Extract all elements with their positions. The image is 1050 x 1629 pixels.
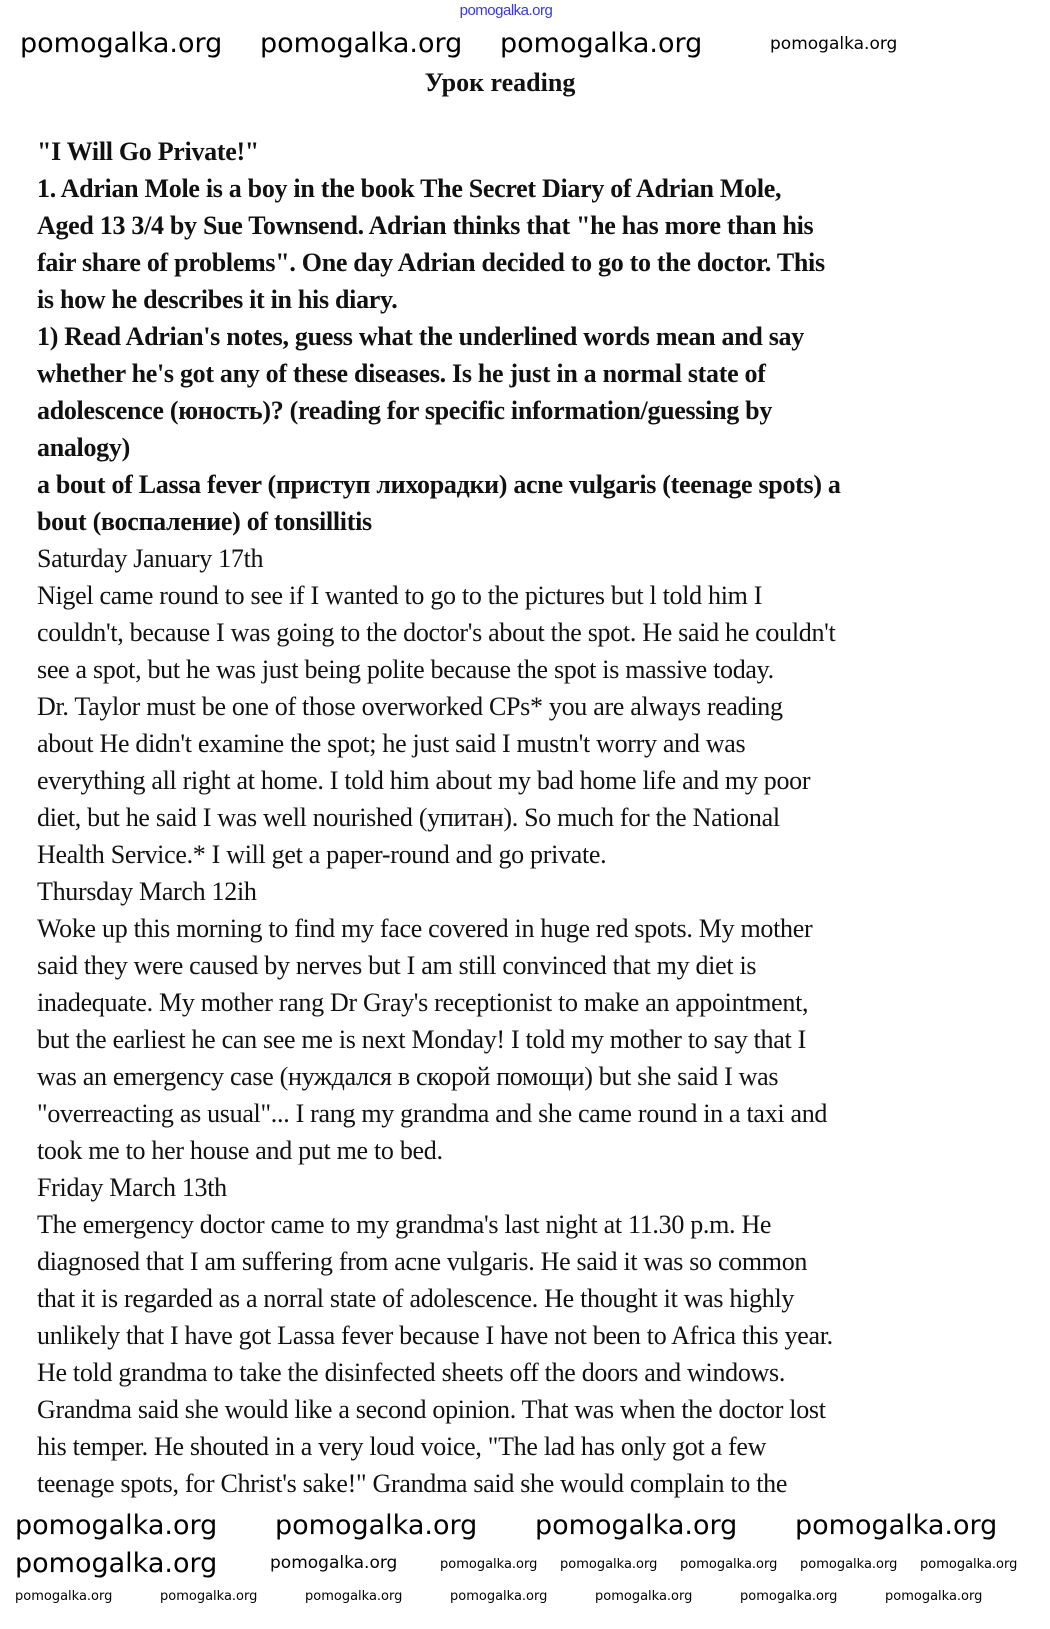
text-line: analogy) (37, 433, 130, 462)
text-line: about He didn't examine the spot; he just said I mustn't worry and was (37, 729, 746, 758)
watermark: pomogalka.org (275, 1510, 478, 1541)
text-line: inadequate. My mother rang Dr Gray's receptionist to make an appointment, (37, 988, 809, 1017)
text-line: "overreacting as usual"... I rang my grandma and she came round in a taxi and (37, 1099, 828, 1128)
text-line: his temper. He shouted in a very loud voice, "The lad has only got a few (37, 1432, 767, 1461)
watermark: pomogalka.org (795, 1510, 998, 1541)
watermark: pomogalka.org (740, 1589, 838, 1604)
text-line: 1) Read Adrian's notes, guess what the underlined words mean and say (37, 322, 804, 351)
text-line: The emergency doctor came to my grandma's last night at 11.30 p.m. He (37, 1210, 772, 1239)
text-line: Friday March 13th (37, 1173, 227, 1202)
text-line: Grandma said she would like a second opinion. That was when the doctor lost (37, 1395, 826, 1424)
text-line: teenage spots, for Christ's sake!" Grandma said she would complain to the (37, 1469, 788, 1498)
watermark: pomogalka.org (15, 1589, 113, 1604)
text-line: unlikely that I have got Lassa fever because I have not been to Africa this year. (37, 1321, 833, 1350)
header-watermark: pomogalka.org (459, 2, 553, 19)
document-body (37, 133, 841, 1502)
text-line: see a spot, but he was just being polite because the spot is massive today. (37, 655, 774, 684)
watermark: pomogalka.org (885, 1589, 983, 1604)
text-line: adolescence (юность)? (reading for specific information/guessing by (37, 396, 773, 425)
text-line: took me to her house and put me to bed. (37, 1136, 443, 1165)
text-line: Saturday January 17th (37, 544, 264, 573)
text-line: 1. Adrian Mole is a boy in the book The Secret Diary of Adrian Mole, (37, 174, 782, 203)
watermark: pomogalka.org (15, 1510, 218, 1541)
watermark: pomogalka.org (450, 1589, 548, 1604)
text-line: everything all right at home. I told him about my bad home life and my poor (37, 766, 811, 795)
text-line: Thursday March 12ih (37, 877, 257, 906)
text-line: couldn't, because I was going to the doctor's about the spot. He said he couldn't (37, 618, 836, 647)
text-line: diet, but he said I was well nourished (упитан). So much for the National (37, 803, 780, 832)
text-line: whether he's got any of these diseases. Is he just in a normal state of (37, 359, 766, 388)
text-line: diagnosed that I am suffering from acne vulgaris. He said it was so common (37, 1247, 808, 1276)
watermark: pomogalka.org (270, 1553, 398, 1573)
text-line: a bout of Lassa fever (приступ лихорадки) acne vulgaris (teenage spots) a (37, 470, 841, 499)
watermark: pomogalka.org (260, 28, 463, 59)
watermark: pomogalka.org (800, 1557, 898, 1572)
text-line: said they were caused by nerves but I am still convinced that my diet is (37, 951, 757, 980)
text-line: Health Service.* I will get a paper-round and go private. (37, 840, 607, 869)
watermark: pomogalka.org (20, 28, 223, 59)
watermark: pomogalka.org (15, 1548, 218, 1579)
text-line: "I Will Go Private!" (37, 137, 259, 166)
watermark: pomogalka.org (440, 1557, 538, 1572)
text-line: that it is regarded as a norral state of adolescence. He thought it was highly (37, 1284, 795, 1313)
text-line: Aged 13 3/4 by Sue Townsend. Adrian thinks that "he has more than his (37, 211, 814, 240)
text-line: but the earliest he can see me is next Monday! I told my mother to say that I (37, 1025, 806, 1054)
watermark: pomogalka.org (920, 1557, 1018, 1572)
watermark: pomogalka.org (770, 34, 898, 54)
watermark: pomogalka.org (160, 1589, 258, 1604)
watermark: pomogalka.org (500, 28, 703, 59)
text-line: fair share of problems". One day Adrian decided to go to the doctor. This (37, 248, 825, 277)
watermark: pomogalka.org (535, 1510, 738, 1541)
text-line: is how he describes it in his diary. (37, 285, 398, 314)
watermark: pomogalka.org (560, 1557, 658, 1572)
watermark: pomogalka.org (680, 1557, 778, 1572)
text-line: He told grandma to take the disinfected sheets off the doors and windows. (37, 1358, 786, 1387)
text-line: bout (воспаление) of tonsillitis (37, 507, 372, 536)
text-line: Nigel came round to see if I wanted to go to the pictures but l told him I (37, 581, 763, 610)
watermark: pomogalka.org (305, 1589, 403, 1604)
text-line: Woke up this morning to find my face covered in huge red spots. My mother (37, 914, 813, 943)
watermark: pomogalka.org (595, 1589, 693, 1604)
text-line: was an emergency case (нуждался в скорой помощи) but she said I was (37, 1062, 779, 1091)
text-line: Dr. Taylor must be one of those overworked CPs* you are always reading (37, 692, 783, 721)
page-title: Урок reading (424, 68, 576, 97)
